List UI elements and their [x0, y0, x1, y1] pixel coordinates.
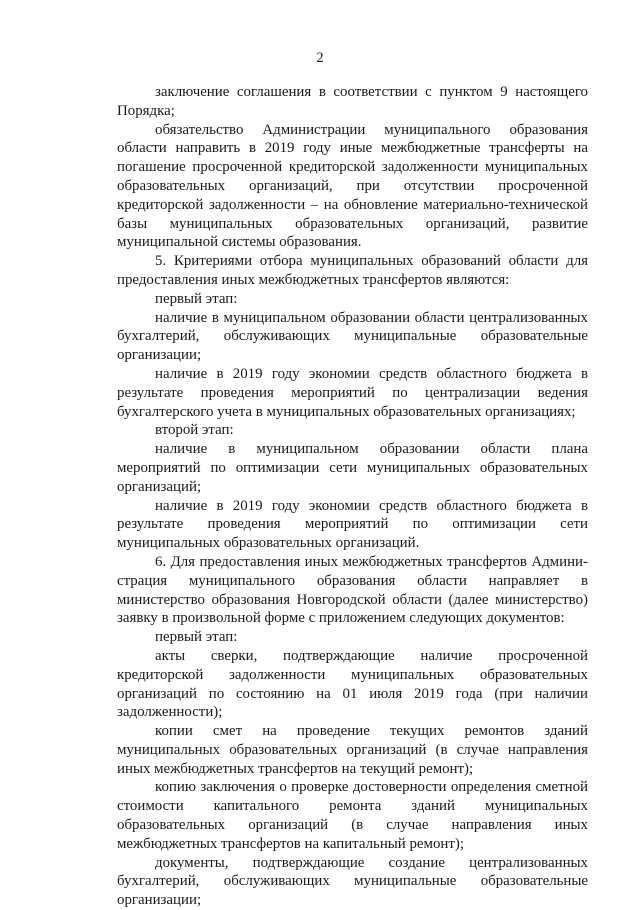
paragraph: 5. Критериями отбора муниципальных образований области для предоставления иных межбюджетных трансфертов являются:: [117, 253, 588, 288]
paragraph: наличие в муниципальном образовании области плана мероприятий по оптимизации сети муниципальных образовательных организаций;: [117, 441, 588, 495]
paragraph: второй этап:: [155, 422, 234, 439]
paragraph: обязательство Администрации муниципального образования области направить в 2019 году иные межбюджетные трансферты на погашение просроченной кредиторской задолженности муниципальных образовательных организаций, при отсутствии просроченной кредиторской задолженности – на обновление материально-технической базы муниципальных образовательных организаций, развитие муниципальной системы образования.: [117, 121, 588, 251]
paragraph: копию заключения о проверке достоверности определения сметной стоимости капитального ремонта зданий муниципальных образовательных организаций (в случае направления иных межбюджетных трансфертов на капитальный ремонт);: [117, 779, 588, 852]
paragraph: наличие в 2019 году экономии средств областного бюджета в результате проведения мероприятий по централизации ведения бухгалтерского учета в муниципальных образовательных организациях;: [117, 365, 588, 420]
document-body: [117, 83, 588, 910]
paragraph: первый этап:: [155, 290, 238, 307]
paragraph: акты сверки, подтверждающие наличие просроченной кредиторской задолженности муниципальных образовательных организаций по состоянию на 01 июля 2019 года (при наличии задолженности);: [117, 647, 588, 721]
paragraph: документы, подтверждающие создание централизованных бухгалтерий, обслуживающих муниципальные образовательные организации;: [117, 854, 588, 909]
paragraph: заключение соглашения в соответствии с пунктом 9 настоящего Порядка;: [117, 84, 588, 119]
paragraph: наличие в 2019 году экономии средств областного бюджета в результате проведения мероприятий по оптимизации сети муниципальных образовательных организаций.: [117, 497, 588, 552]
paragraph: 6. Для предоставления иных межбюджетных трансфертов Администрация муниципального образования области направляет в министерство образования Новгородской области (далее министерство) заявку в произвольной форме с приложением следующих документов:: [117, 553, 588, 627]
paragraph: первый этап:: [155, 629, 238, 646]
page-number: 2: [316, 50, 324, 66]
paragraph: наличие в муниципальном образовании области централизованных бухгалтерий, обслуживающих муниципальные образовательные организации;: [117, 309, 588, 364]
paragraph: копии смет на проведение текущих ремонтов зданий муниципальных образовательных организаций (в случае направления иных межбюджетных трансфертов на текущий ремонт);: [117, 723, 588, 777]
